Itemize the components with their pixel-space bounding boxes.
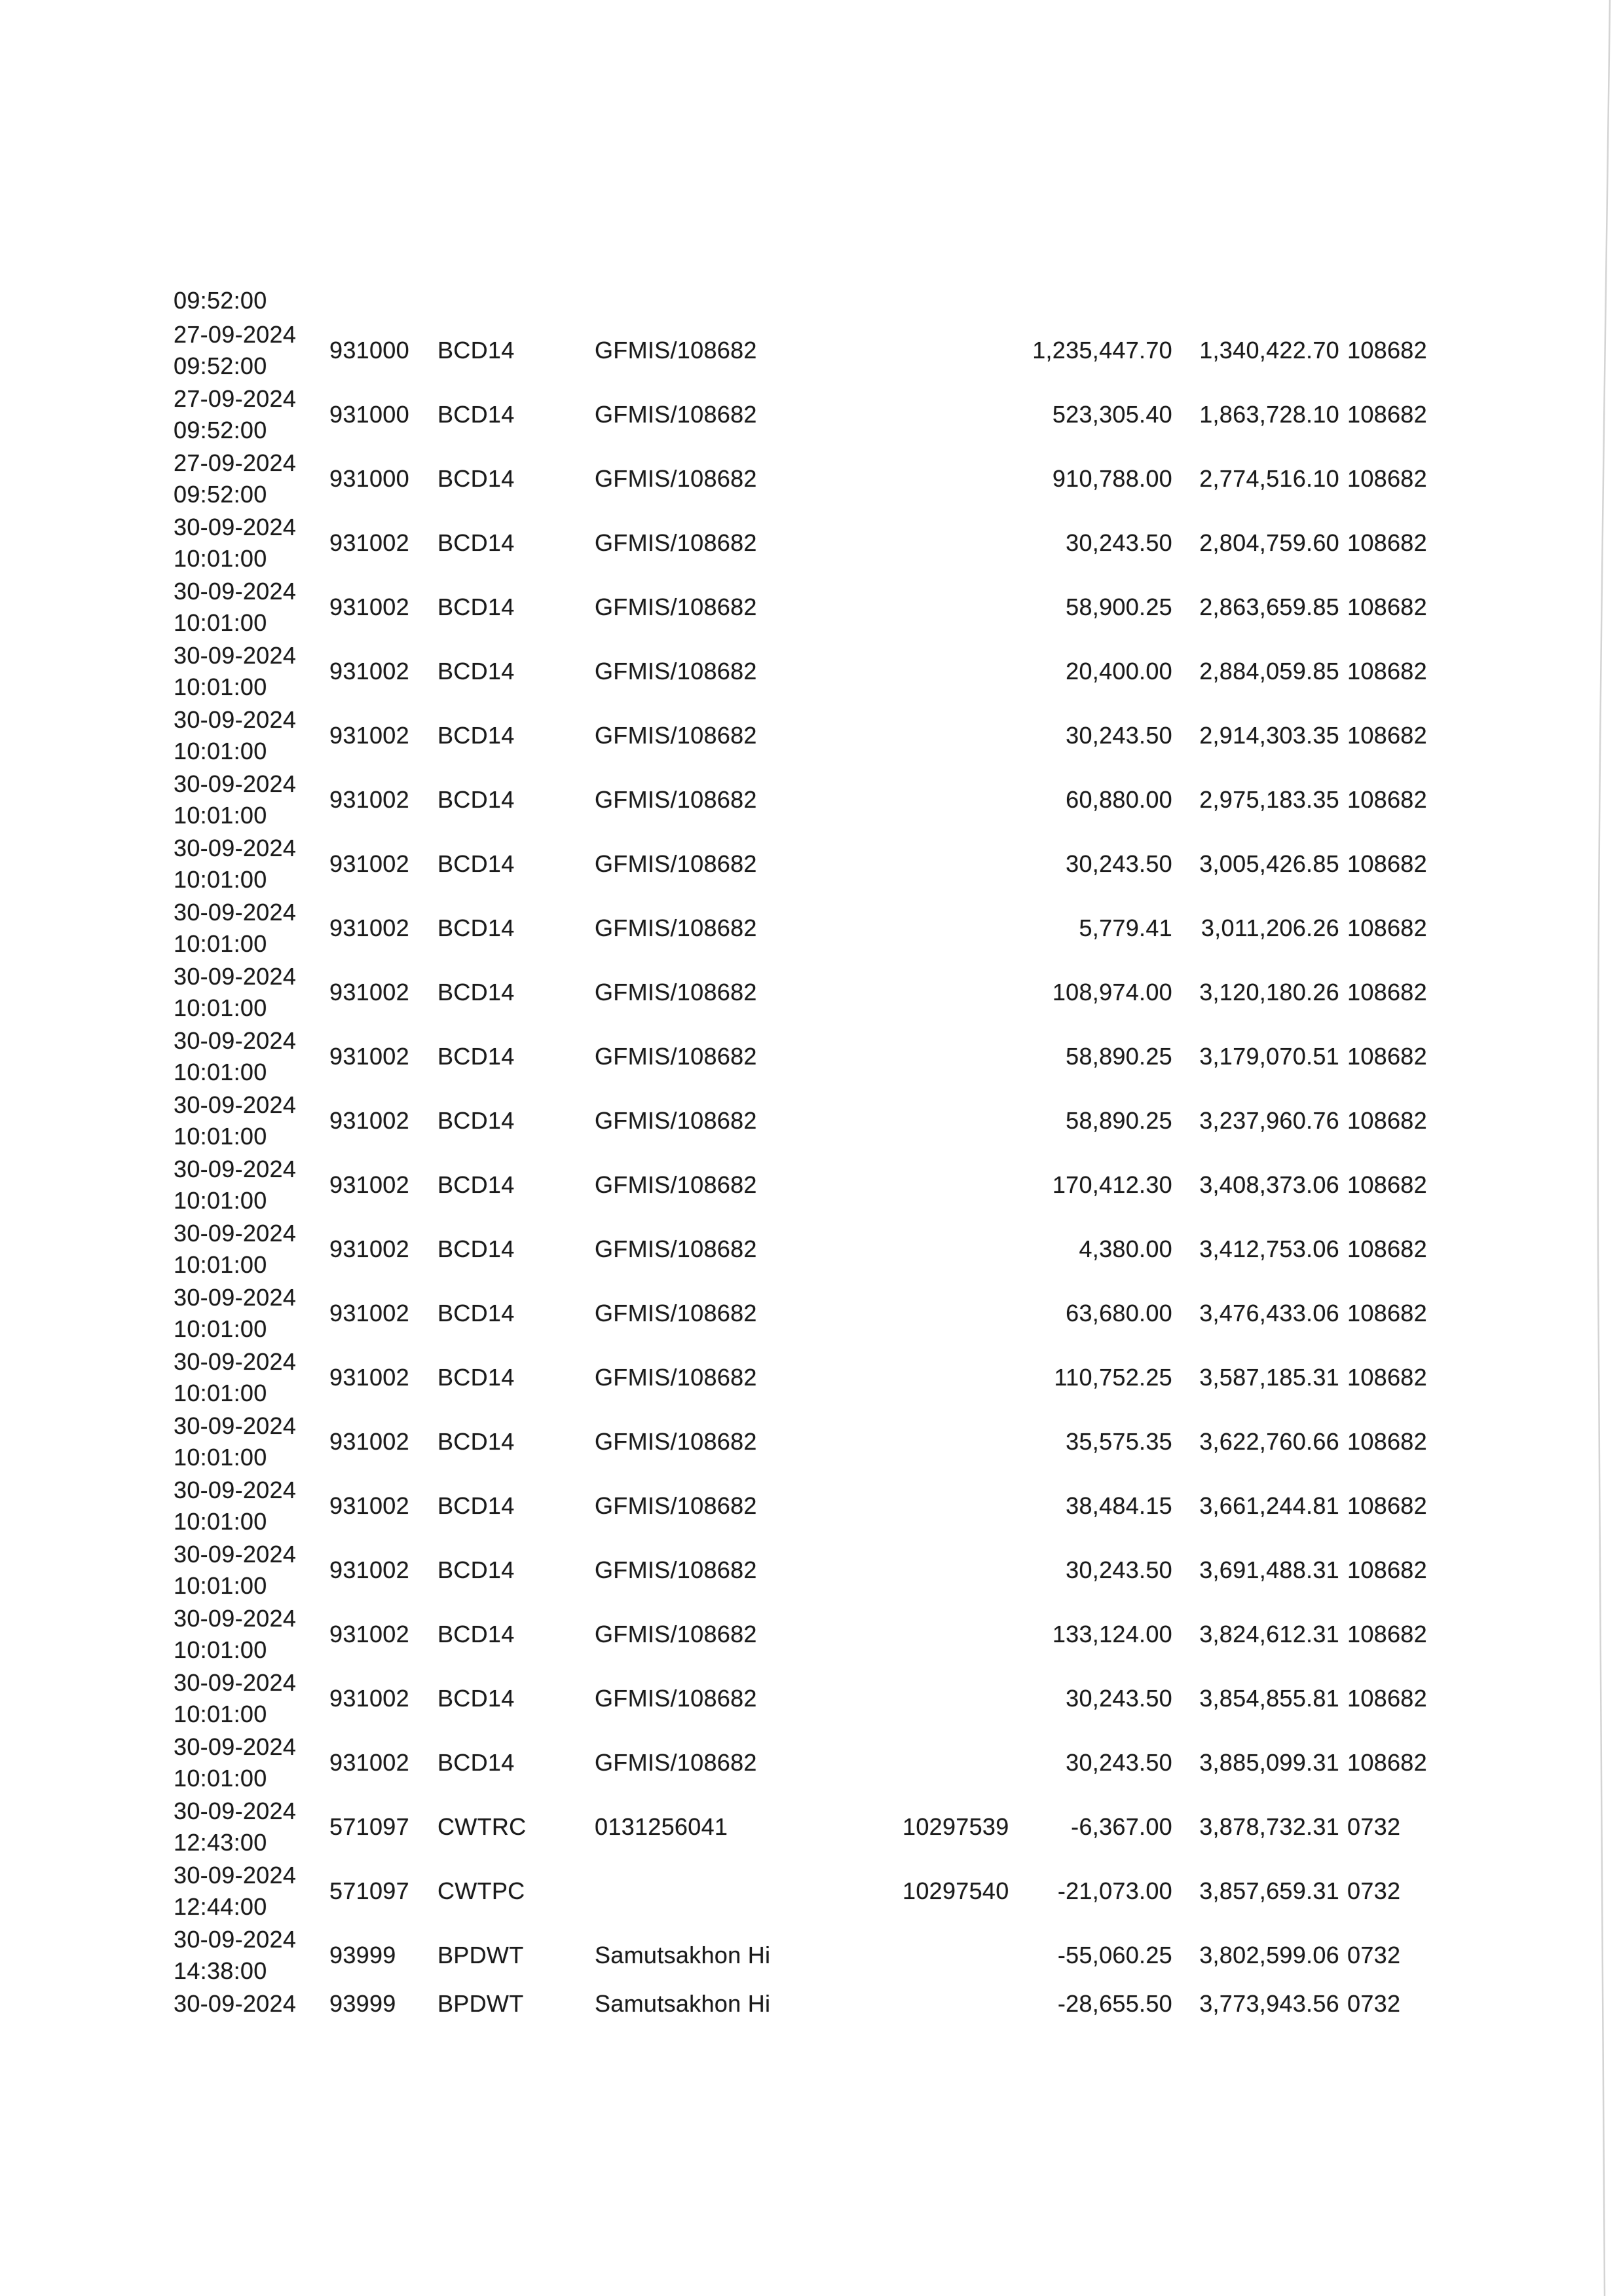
account-code: 931002	[329, 1492, 409, 1519]
partial-row-time: 09:52:00	[174, 287, 267, 314]
transaction-date: 30-09-2024	[174, 1091, 297, 1118]
table-row	[0, 1990, 1621, 2054]
description: GFMIS/108682	[595, 1428, 757, 1455]
transaction-date: 30-09-2024	[174, 1220, 297, 1247]
account-code: 571097	[329, 1877, 409, 1904]
table-row	[0, 1605, 1621, 1669]
description: GFMIS/108682	[595, 1685, 757, 1712]
table-row	[0, 514, 1621, 578]
amount: -28,655.50	[1057, 1990, 1172, 2017]
table-row	[0, 578, 1621, 642]
description: GFMIS/108682	[595, 337, 757, 364]
reference-number: 10297540	[903, 1877, 1009, 1904]
date-cell	[174, 1348, 297, 1406]
branch-code: 108682	[1347, 1749, 1427, 1776]
transaction-type-code: BCD14	[438, 465, 515, 492]
transaction-type-code: BPDWT	[438, 1990, 524, 2017]
balance: 2,863,659.85	[1199, 593, 1339, 620]
transaction-type-code: BCD14	[438, 914, 515, 941]
description: Samutsakhon Hi	[595, 1990, 771, 2017]
amount: 1,235,447.70	[1032, 337, 1172, 364]
transaction-type-code: BCD14	[438, 593, 515, 620]
transaction-date: 30-09-2024	[174, 1541, 297, 1568]
date-cell	[174, 1541, 297, 1599]
transaction-time: 10:01:00	[174, 1380, 267, 1406]
transaction-time: 10:01:00	[174, 1444, 267, 1471]
transaction-type-code: BPDWT	[438, 1942, 524, 1968]
transaction-time: 10:01:00	[174, 994, 267, 1021]
branch-code: 108682	[1347, 850, 1427, 877]
date-cell	[174, 1027, 297, 1085]
branch-code: 108682	[1347, 1043, 1427, 1070]
transaction-time: 10:01:00	[174, 866, 267, 893]
transaction-date: 27-09-2024	[174, 321, 297, 348]
transaction-time: 12:44:00	[174, 1893, 267, 1920]
table-row	[0, 1862, 1621, 1926]
amount: 133,124.00	[1052, 1621, 1172, 1647]
transaction-date: 30-09-2024	[174, 1926, 297, 1953]
date-cell	[174, 1797, 297, 1856]
amount: 35,575.35	[1066, 1428, 1172, 1455]
account-code: 931002	[329, 1685, 409, 1712]
amount: 20,400.00	[1066, 658, 1172, 685]
balance: 3,854,855.81	[1199, 1685, 1339, 1712]
branch-code: 108682	[1347, 1364, 1427, 1391]
transaction-type-code: BCD14	[438, 1171, 515, 1198]
transaction-date: 30-09-2024	[174, 1284, 297, 1311]
table-row	[0, 642, 1621, 706]
description: GFMIS/108682	[595, 1556, 757, 1583]
transaction-date: 30-09-2024	[174, 899, 297, 926]
date-cell	[174, 578, 297, 636]
transaction-date: 30-09-2024	[174, 578, 297, 605]
account-code: 931002	[329, 1043, 409, 1070]
balance: 3,622,760.66	[1199, 1428, 1339, 1455]
description: GFMIS/108682	[595, 1492, 757, 1519]
amount: 110,752.25	[1054, 1364, 1172, 1391]
table-row	[0, 706, 1621, 770]
account-code: 931002	[329, 658, 409, 685]
branch-code: 108682	[1347, 1235, 1427, 1262]
transaction-type-code: BCD14	[438, 1685, 515, 1712]
transaction-date: 30-09-2024	[174, 770, 297, 797]
account-code: 931002	[329, 1235, 409, 1262]
account-code: 931000	[329, 465, 409, 492]
balance: 3,587,185.31	[1199, 1364, 1339, 1391]
transaction-time: 10:01:00	[174, 1636, 267, 1663]
description: 0131256041	[595, 1813, 728, 1840]
transaction-time: 10:01:00	[174, 1701, 267, 1727]
branch-code: 108682	[1347, 337, 1427, 364]
amount: 58,890.25	[1066, 1043, 1172, 1070]
amount: 30,243.50	[1066, 529, 1172, 556]
transaction-time: 10:01:00	[174, 1123, 267, 1150]
description: GFMIS/108682	[595, 1364, 757, 1391]
balance: 3,011,206.26	[1201, 914, 1339, 941]
transaction-type-code: BCD14	[438, 1043, 515, 1070]
date-cell	[174, 835, 297, 893]
transaction-type-code: BCD14	[438, 1364, 515, 1391]
table-row	[0, 770, 1621, 835]
transaction-type-code: CWTPC	[438, 1877, 525, 1904]
date-cell	[174, 1284, 297, 1342]
branch-code: 108682	[1347, 1556, 1427, 1583]
account-code: 931002	[329, 593, 409, 620]
amount: 30,243.50	[1066, 1556, 1172, 1583]
transaction-date: 30-09-2024	[174, 642, 297, 669]
transaction-type-code: BCD14	[438, 1492, 515, 1519]
amount: 170,412.30	[1052, 1171, 1172, 1198]
description: GFMIS/108682	[595, 1235, 757, 1262]
amount: 30,243.50	[1066, 1685, 1172, 1712]
account-code: 571097	[329, 1813, 409, 1840]
table-row	[0, 963, 1621, 1027]
branch-code: 108682	[1347, 1107, 1427, 1134]
balance: 3,802,599.06	[1199, 1942, 1339, 1968]
account-code: 93999	[329, 1942, 396, 1968]
date-cell	[174, 899, 297, 957]
date-cell	[174, 1990, 296, 2018]
balance: 2,914,303.35	[1199, 722, 1339, 749]
date-cell	[174, 1412, 297, 1471]
account-code: 931002	[329, 979, 409, 1006]
transaction-type-code: BCD14	[438, 1749, 515, 1776]
date-cell	[174, 1669, 297, 1727]
transaction-date: 30-09-2024	[174, 1027, 297, 1054]
transaction-type-code: BCD14	[438, 1107, 515, 1134]
amount: 58,890.25	[1066, 1107, 1172, 1134]
branch-code: 108682	[1347, 1685, 1427, 1712]
transaction-date: 30-09-2024	[174, 963, 297, 990]
amount: 58,900.25	[1066, 593, 1172, 620]
description: GFMIS/108682	[595, 593, 757, 620]
table-row	[0, 1669, 1621, 1733]
description: GFMIS/108682	[595, 850, 757, 877]
table-row	[0, 1220, 1621, 1284]
amount: 63,680.00	[1066, 1300, 1172, 1327]
transaction-time: 12:43:00	[174, 1829, 267, 1856]
transaction-type-code: BCD14	[438, 529, 515, 556]
date-cell	[174, 963, 297, 1021]
description: GFMIS/108682	[595, 1300, 757, 1327]
transaction-type-code: BCD14	[438, 1235, 515, 1262]
transaction-time: 09:52:00	[174, 481, 267, 508]
transaction-date: 30-09-2024	[174, 1348, 297, 1375]
account-code: 931000	[329, 401, 409, 428]
balance: 3,691,488.31	[1199, 1556, 1339, 1583]
date-cell	[174, 449, 297, 508]
balance: 3,237,960.76	[1199, 1107, 1339, 1134]
account-code: 931002	[329, 786, 409, 813]
description: GFMIS/108682	[595, 529, 757, 556]
transaction-type-code: BCD14	[438, 337, 515, 364]
transaction-time: 14:38:00	[174, 1957, 267, 1984]
date-cell	[174, 1156, 297, 1214]
transaction-type-code: BCD14	[438, 1621, 515, 1647]
balance: 1,863,728.10	[1199, 401, 1339, 428]
transaction-time: 10:01:00	[174, 802, 267, 829]
table-row	[0, 1091, 1621, 1156]
description: Samutsakhon Hi	[595, 1942, 771, 1968]
description: GFMIS/108682	[595, 1621, 757, 1647]
transaction-time: 09:52:00	[174, 352, 267, 379]
transaction-date: 30-09-2024	[174, 1156, 297, 1182]
balance: 2,884,059.85	[1199, 658, 1339, 685]
date-cell	[174, 1477, 297, 1535]
branch-code: 108682	[1347, 1492, 1427, 1519]
description: GFMIS/108682	[595, 1749, 757, 1776]
table-row	[0, 899, 1621, 963]
account-code: 931002	[329, 1364, 409, 1391]
amount: -55,060.25	[1057, 1942, 1172, 1968]
balance: 1,340,422.70	[1199, 337, 1339, 364]
transaction-date: 30-09-2024	[174, 1990, 297, 2017]
table-row	[0, 1027, 1621, 1091]
transaction-type-code: BCD14	[438, 1300, 515, 1327]
transaction-type-code: CWTRC	[438, 1813, 527, 1840]
amount: -6,367.00	[1071, 1813, 1172, 1840]
balance: 2,975,183.35	[1199, 786, 1339, 813]
transaction-date: 30-09-2024	[174, 1412, 297, 1439]
transaction-time: 10:01:00	[174, 1187, 267, 1214]
amount: 30,243.50	[1066, 850, 1172, 877]
table-row	[0, 1412, 1621, 1477]
date-cell	[174, 1220, 297, 1278]
transaction-time: 10:01:00	[174, 1059, 267, 1085]
date-cell	[174, 706, 297, 764]
date-cell	[174, 321, 297, 379]
transaction-date: 30-09-2024	[174, 1605, 297, 1632]
transaction-date: 30-09-2024	[174, 1733, 297, 1760]
amount: 108,974.00	[1052, 979, 1172, 1006]
description: GFMIS/108682	[595, 1107, 757, 1134]
branch-code: 108682	[1347, 979, 1427, 1006]
table-row	[0, 1284, 1621, 1348]
branch-code: 108682	[1347, 722, 1427, 749]
description: GFMIS/108682	[595, 1043, 757, 1070]
balance: 3,412,753.06	[1199, 1235, 1339, 1262]
branch-code: 108682	[1347, 1300, 1427, 1327]
date-cell	[174, 1862, 297, 1920]
transaction-time: 10:01:00	[174, 1508, 267, 1535]
transaction-date: 30-09-2024	[174, 1477, 297, 1503]
transaction-time: 10:01:00	[174, 930, 267, 957]
branch-code: 108682	[1347, 529, 1427, 556]
transaction-type-code: BCD14	[438, 979, 515, 1006]
account-code: 931002	[329, 1171, 409, 1198]
account-code: 931002	[329, 1428, 409, 1455]
balance: 3,005,426.85	[1199, 850, 1339, 877]
transaction-time: 09:52:00	[174, 417, 267, 443]
account-code: 931002	[329, 1621, 409, 1647]
balance: 2,774,516.10	[1199, 465, 1339, 492]
transaction-type-code: BCD14	[438, 786, 515, 813]
table-row	[0, 449, 1621, 514]
amount: 910,788.00	[1052, 465, 1172, 492]
transaction-time: 10:01:00	[174, 1572, 267, 1599]
branch-code: 108682	[1347, 786, 1427, 813]
transaction-date: 30-09-2024	[174, 835, 297, 861]
account-code: 931002	[329, 1556, 409, 1583]
transaction-date: 30-09-2024	[174, 1862, 297, 1889]
account-code: 93999	[329, 1990, 396, 2017]
date-cell	[174, 1926, 297, 1984]
table-row	[0, 1797, 1621, 1862]
table-row	[0, 835, 1621, 899]
table-row	[0, 1541, 1621, 1605]
branch-code: 0732	[1347, 1877, 1401, 1904]
table-row	[0, 1926, 1621, 1990]
balance: 3,120,180.26	[1199, 979, 1339, 1006]
account-code: 931002	[329, 914, 409, 941]
transaction-date: 30-09-2024	[174, 514, 297, 540]
description: GFMIS/108682	[595, 914, 757, 941]
transaction-time: 10:01:00	[174, 673, 267, 700]
transaction-type-code: BCD14	[438, 658, 515, 685]
balance: 3,857,659.31	[1199, 1877, 1339, 1904]
description: GFMIS/108682	[595, 722, 757, 749]
date-cell	[174, 514, 297, 572]
date-cell	[174, 642, 297, 700]
account-code: 931002	[329, 1300, 409, 1327]
table-row	[0, 321, 1621, 385]
table-row	[0, 1477, 1621, 1541]
transaction-time: 10:01:00	[174, 545, 267, 572]
transaction-type-code: BCD14	[438, 1556, 515, 1583]
date-cell	[174, 1733, 297, 1792]
transaction-date: 27-09-2024	[174, 385, 297, 412]
balance: 3,773,943.56	[1199, 1990, 1339, 2017]
account-code: 931002	[329, 529, 409, 556]
table-row	[0, 1733, 1621, 1797]
account-code: 931002	[329, 1749, 409, 1776]
account-code: 931002	[329, 722, 409, 749]
branch-code: 108682	[1347, 593, 1427, 620]
balance: 3,878,732.31	[1199, 1813, 1339, 1840]
transaction-date: 30-09-2024	[174, 1669, 297, 1696]
branch-code: 108682	[1347, 658, 1427, 685]
description: GFMIS/108682	[595, 979, 757, 1006]
account-code: 931002	[329, 1107, 409, 1134]
branch-code: 0732	[1347, 1813, 1401, 1840]
balance: 3,661,244.81	[1199, 1492, 1339, 1519]
amount: 523,305.40	[1052, 401, 1172, 428]
reference-number: 10297539	[903, 1813, 1009, 1840]
table-row	[0, 1156, 1621, 1220]
branch-code: 108682	[1347, 1428, 1427, 1455]
transaction-date: 30-09-2024	[174, 1797, 297, 1824]
transaction-time: 10:01:00	[174, 738, 267, 764]
table-row	[0, 385, 1621, 449]
description: GFMIS/108682	[595, 1171, 757, 1198]
date-cell	[174, 1091, 297, 1150]
amount: 4,380.00	[1079, 1235, 1172, 1262]
amount: 30,243.50	[1066, 1749, 1172, 1776]
balance: 3,824,612.31	[1199, 1621, 1339, 1647]
date-cell	[174, 385, 297, 443]
branch-code: 0732	[1347, 1942, 1401, 1968]
balance: 3,476,433.06	[1199, 1300, 1339, 1327]
branch-code: 108682	[1347, 914, 1427, 941]
transaction-time: 10:01:00	[174, 1315, 267, 1342]
description: GFMIS/108682	[595, 401, 757, 428]
description: GFMIS/108682	[595, 786, 757, 813]
account-code: 931000	[329, 337, 409, 364]
description: GFMIS/108682	[595, 658, 757, 685]
transaction-date: 27-09-2024	[174, 449, 297, 476]
balance: 3,885,099.31	[1199, 1749, 1339, 1776]
branch-code: 108682	[1347, 401, 1427, 428]
date-cell	[174, 770, 297, 829]
transaction-time: 10:01:00	[174, 609, 267, 636]
amount: 30,243.50	[1066, 722, 1172, 749]
description: GFMIS/108682	[595, 465, 757, 492]
table-row	[0, 1348, 1621, 1412]
branch-code: 108682	[1347, 465, 1427, 492]
balance: 2,804,759.60	[1199, 529, 1339, 556]
transaction-type-code: BCD14	[438, 1428, 515, 1455]
amount: 38,484.15	[1066, 1492, 1172, 1519]
balance: 3,408,373.06	[1199, 1171, 1339, 1198]
transaction-date: 30-09-2024	[174, 706, 297, 733]
account-code: 931002	[329, 850, 409, 877]
amount: 60,880.00	[1066, 786, 1172, 813]
transaction-type-code: BCD14	[438, 722, 515, 749]
branch-code: 108682	[1347, 1171, 1427, 1198]
transaction-time: 10:01:00	[174, 1765, 267, 1792]
amount: -21,073.00	[1057, 1877, 1172, 1904]
transaction-type-code: BCD14	[438, 850, 515, 877]
balance: 3,179,070.51	[1199, 1043, 1339, 1070]
amount: 5,779.41	[1079, 914, 1172, 941]
transaction-type-code: BCD14	[438, 401, 515, 428]
date-cell	[174, 1605, 297, 1663]
branch-code: 108682	[1347, 1621, 1427, 1647]
branch-code: 0732	[1347, 1990, 1401, 2017]
transaction-time: 10:01:00	[174, 1251, 267, 1278]
